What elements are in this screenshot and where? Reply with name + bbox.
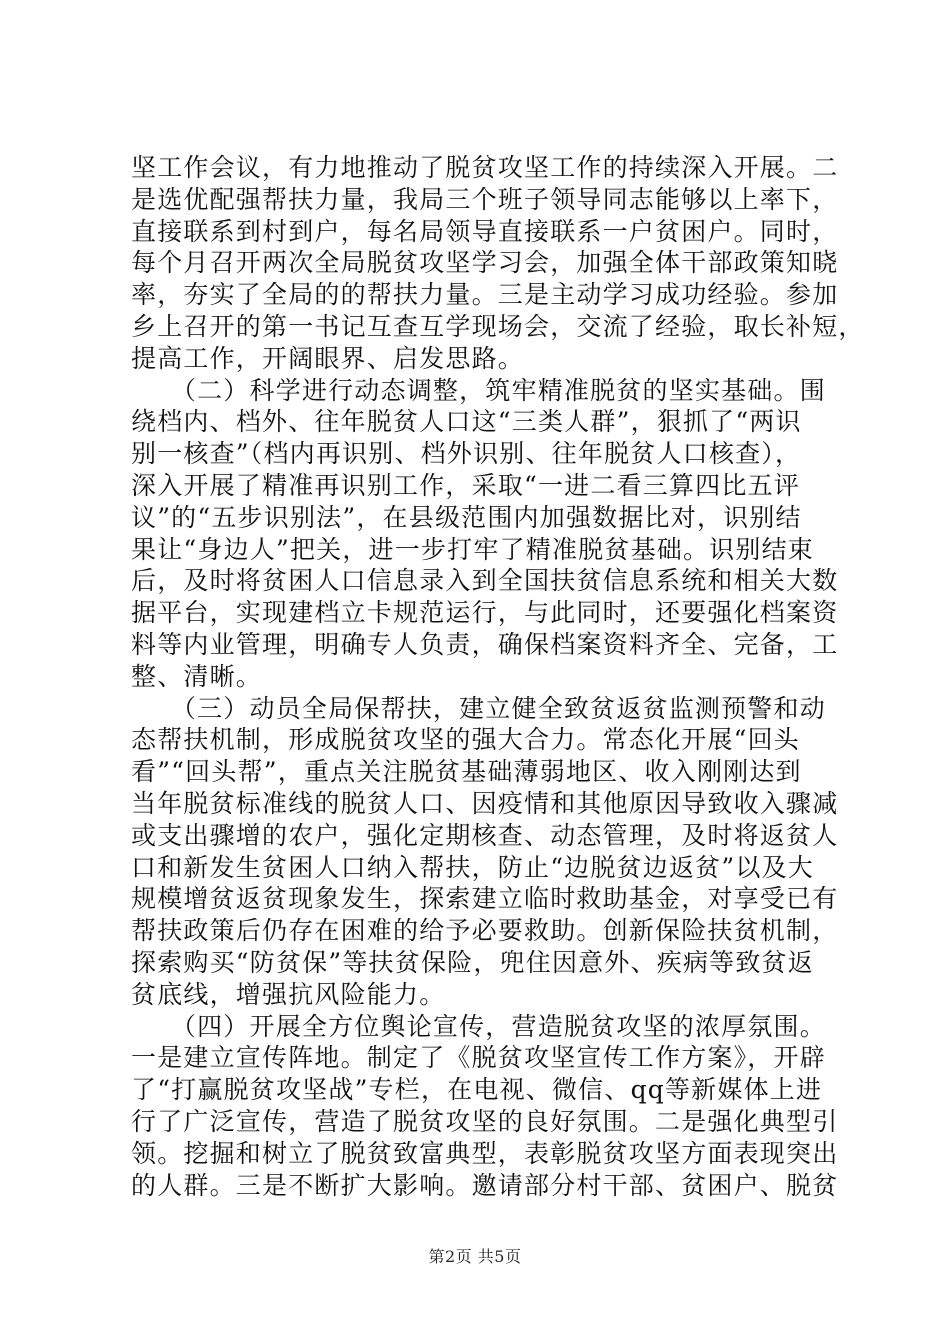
text-line: 口和新发生贫困人口纳入帮扶，防止“边脱贫边返贫”以及大 — [131, 852, 814, 882]
text-line: 当年脱贫标准线的脱贫人口、因疫情和其他原因导致收入骤减 — [131, 788, 839, 818]
text-line: 议”的“五步识别法”，在县级范围内加强数据比对，识别结 — [131, 502, 802, 532]
text-line: 乡上召开的第一书记互查互学现场会，交流了经验，取长补短， — [131, 311, 865, 341]
text-line: 绕档内、档外、往年脱贫人口这“三类人群”，狠抓了“两识 — [131, 407, 802, 437]
text-line: 了“打赢脱贫攻坚战”专栏，在电视、微信、qq等新媒体上进 — [131, 1075, 823, 1105]
text-line: 行了广泛宣传，营造了脱贫攻坚的良好氛围。二是强化典型引 — [131, 1106, 839, 1136]
text-line: 整、清晰。 — [131, 661, 263, 691]
text-line: 率，夯实了全局的的帮扶力量。三是主动学习成功经验。参加 — [131, 280, 839, 310]
text-line: 直接联系到村到户，每名局领导直接联系一户贫困户。同时， — [131, 216, 839, 246]
text-line: 每个月召开两次全局脱贫攻坚学习会，加强全体干部政策知晓 — [131, 248, 839, 278]
text-line: 态帮扶机制，形成脱贫攻坚的强大合力。常态化开展“回头 — [131, 725, 800, 755]
paragraph-heading-line: （三）动员全局保帮扶，建立健全致贫返贫监测预警和动 — [131, 693, 826, 723]
document-body — [131, 152, 865, 1201]
text-line: 帮扶政策后仍存在困难的给予必要救助。创新保险扶贫机制， — [131, 916, 839, 946]
text-line: 据平台，实现建档立卡规范运行，与此同时，还要强化档案资 — [131, 598, 839, 628]
page-number-footer: 第2页 共5页 — [428, 1247, 522, 1266]
text-line: 贫底线，增强抗风险能力。 — [131, 979, 446, 1009]
text-line: 一是建立宣传阵地。制定了《脱贫攻坚宣传工作方案》，开辟 — [131, 1043, 826, 1073]
text-line: 的人群。三是不断扩大影响。邀请部分村干部、贫困户、脱贫 — [131, 1170, 839, 1200]
paragraph-heading-line: （四）开展全方位舆论宣传，营造脱贫攻坚的浓厚氛围。 — [131, 1011, 826, 1041]
text-line: 料等内业管理，明确专人负责，确保档案资料齐全、完备，工 — [131, 629, 839, 659]
text-line: 是选优配强帮扶力量，我局三个班子领导同志能够以上率下， — [131, 184, 839, 214]
paragraph-heading-line: （二）科学进行动态调整，筑牢精准脱贫的坚实基础。围 — [131, 375, 826, 405]
text-line: 后，及时将贫困人口信息录入到全国扶贫信息系统和相关大数 — [131, 566, 839, 596]
text-line: 探索购买“防贫保”等扶贫保险，兜住因意外、疾病等致贫返 — [131, 947, 814, 977]
text-line: 深入开展了精准再识别工作，采取“一进二看三算四比五评 — [131, 470, 800, 500]
text-line: 提高工作，开阔眼界、启发思路。 — [131, 343, 525, 373]
text-line: 坚工作会议，有力地推动了脱贫攻坚工作的持续深入开展。二 — [131, 153, 839, 182]
text-line: 领。挖掘和树立了脱贫致富典型，表彰脱贫攻坚方面表现突出 — [131, 1138, 839, 1168]
text-line: 别一核查”（档内再识别、档外识别、往年脱贫人口核查）， — [131, 439, 802, 469]
text-line: 或支出骤增的农户，强化定期核查、动态管理，及时将返贫人 — [131, 820, 839, 850]
text-line: 果让“身边人”把关，进一步打牢了精准脱贫基础。识别结束 — [131, 534, 814, 564]
text-line: 规模增贫返贫现象发生，探索建立临时救助基金，对享受已有 — [131, 884, 839, 914]
text-line: 看”“回头帮”，重点关注脱贫基础薄弱地区、收入刚刚达到 — [131, 757, 802, 787]
